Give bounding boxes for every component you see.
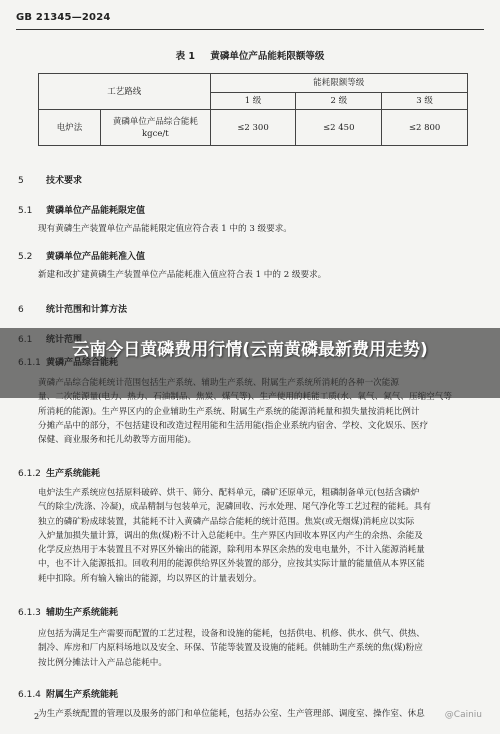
cell-process: 电炉法 <box>39 110 101 146</box>
col-header-levels: 能耗限额等级 <box>210 74 467 93</box>
col-header-level1: 1 级 <box>210 93 296 110</box>
section-5-2-text: 新建和改扩建黄磷生产装置单位产品能耗准入值应符合表 1 中的 2 级要求。 <box>38 270 327 280</box>
col-header-level3: 3 级 <box>382 93 468 110</box>
cell-indicator-name: 黄磷单位产品综合能耗 <box>112 116 198 127</box>
page-number: 2 <box>34 712 40 721</box>
cell-value-level1: ≤2 300 <box>210 110 296 146</box>
section-6-1-3-heading: 6.1.3 辅助生产系统能耗 <box>18 608 119 618</box>
header-rule <box>16 29 484 30</box>
table-number: 表 1 <box>175 51 196 62</box>
section-5-2-heading: 5.2 黄磷单位产品能耗准入值 <box>18 252 146 262</box>
section-5-heading: 5 技术要求 <box>18 176 83 186</box>
section-5-1-text: 现有黄磷生产装置单位产品能耗限定值应符合表 1 中的 3 级要求。 <box>38 224 292 234</box>
article-title: 云南今日黄磷费用行情(云南黄磷最新费用走势) <box>72 340 428 360</box>
section-6-heading: 6 统计范围和计算方法 <box>18 305 128 315</box>
watermark: @Cainiu <box>444 710 482 720</box>
section-6-1-3-text: 应包括为满足生产需要而配置的工艺过程，设备和设施的能耗，包括供电、机修、供水、供气、供热、 制冷、库房和厂内原料场地以及安全、环保、节能等装置及设施的能耗。供辅助生产系统的焦(煤)粉应 按比例分摊法计入产品总能耗中。 <box>38 629 425 668</box>
section-6-1-4-heading: 6.1.4 附属生产系统能耗 <box>18 690 119 700</box>
energy-limit-table <box>38 73 468 146</box>
section-6-1-4-text: 为生产系统配置的管理以及服务的部门和单位能耗，包括办公室、生产管理部、调度室、操作室、休息 <box>38 709 425 719</box>
cell-value-level3: ≤2 800 <box>382 110 468 146</box>
section-6-1-2-text: 电炉法生产系统应包括原料破碎、烘干、筛分、配料单元，磷矿还原单元，粗磷制备单元(包括含磷炉 气的除尘/洗涤、冷凝)，成品精制与包装单元，泥磷回收、污水处理、尾气净化等工艺过程的能耗。具有 独立的磷矿粉成球装置，其能耗不计入黄磷产品综合能耗的统计范围。焦炭(或无烟煤)消耗应以实际 入炉量加损失量计算，调出的焦(煤)粉不计入总能耗中。生产界区内回收本界区内产生的余热、余能及 化学反应热用于本装置且不对界区外输出的能源，除利用本界区余热的发电电量外，不计入能源消耗量 中，也不计入能源抵扣。回收利用的能源供给界区外装置的部分，应按其实际计量的能量值从本界区能 耗中扣除。所有输入输出的能源，均以界区的计量表划分。 <box>38 488 431 584</box>
standard-code: GB 21345—2024 <box>16 12 111 23</box>
table-caption <box>0 48 500 62</box>
col-header-process: 工艺路线 <box>39 74 211 110</box>
table-title-text: 黄磷单位产品能耗限额等级 <box>210 51 325 62</box>
section-5-1-heading: 5.1 黄磷单位产品能耗限定值 <box>18 206 146 216</box>
section-6-1-1-text: 所消耗的能源)。生产界区内的企业辅助生产系统、附属生产系统的能源消耗量和损失量按消耗比例计 分摊产品中的部分，不包括建设和改造过程用能和生活用能(指企业系统内宿舍、学校、文化娱乐、医疗 保健、商业服务和托儿幼教等方面用能)。 <box>38 406 429 446</box>
cell-indicator <box>101 110 211 146</box>
col-header-level2: 2 级 <box>296 93 382 110</box>
section-6-1-2-heading: 6.1.2 生产系统能耗 <box>18 469 101 479</box>
cell-value-level2: ≤2 450 <box>296 110 382 146</box>
cell-indicator-unit: kgce/t <box>142 128 169 139</box>
